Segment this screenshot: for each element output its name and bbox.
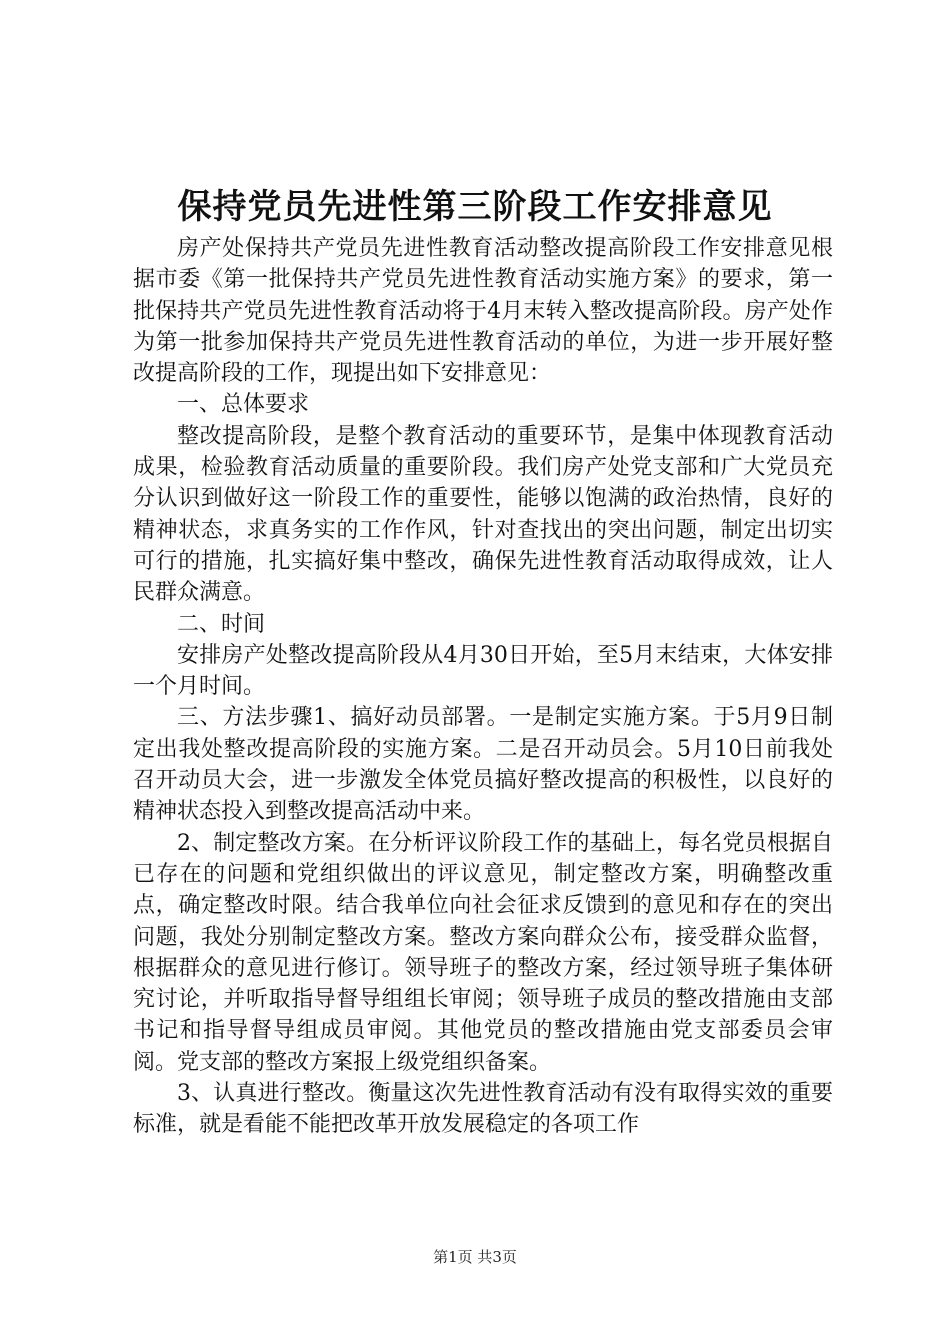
intro-paragraph: 房产处保持共产党员先进性教育活动整改提高阶段工作安排意见根据市委《第一批保持共产党员先进性教育活动实施方案》的要求，第一批保持共产党员先进性教育活动将于4月末转入整改提高阶段。房产处作为第一批参加保持共产党员先进性教育活动的单位，为进一步开展好整改提高阶段的工作，现提出如下安排意见： (133, 236, 833, 387)
page-number-footer: 第1页 共3页 (433, 1248, 517, 1266)
methods-step-1-paragraph: 三、方法步骤1、搞好动员部署。一是制定实施方案。于5月9日制定出我处整改提高阶段的实施方案。二是召开动员会。5月10日前我处召开动员大会，进一步激发全体党员搞好整改提高的积极性，以良好的精神状态投入到整改提高活动中来。 (133, 705, 833, 825)
time-paragraph: 安排房产处整改提高阶段从4月30日开始，至5月末结束，大体安排一个月时间。 (133, 642, 833, 700)
methods-step-2-paragraph: 2、制定整改方案。在分析评议阶段工作的基础上，每名党员根据自已存在的问题和党组织做出的评议意见，制定整改方案，明确整改重点，确定整改时限。结合我单位向社会征求反馈到的意见和存在的突出问题，我处分别制定整改方案。整改方案向群众公布，接受群众监督，根据群众的意见进行修订。领导班子的整改方案，经过领导班子集体研究讨论，并听取指导督导组组长审阅；领导班子成员的整改措施由支部书记和指导督导组成员审阅。其他党员的整改措施由党支部委员会审阅。党支部的整改方案报上级党组织备案。 (133, 830, 833, 1075)
general-requirements-paragraph: 整改提高阶段，是整个教育活动的重要环节，是集中体现教育活动成果，检验教育活动质量的重要阶段。我们房产处党支部和广大党员充分认识到做好这一阶段工作的重要性，能够以饱满的政治热情，良好的精神状态，求真务实的工作作风，针对查找出的突出问题，制定出切实可行的措施，扎实搞好集中整改，确保先进性教育活动取得成效，让人民群众满意。 (133, 423, 833, 606)
methods-step-3-paragraph: 3、认真进行整改。衡量这次先进性教育活动有没有取得实效的重要标准，就是看能不能把改革开放发展稳定的各项工作 (133, 1081, 833, 1138)
document-body (133, 233, 833, 1141)
document-title: 保持党员先进性第三阶段工作安排意见 (177, 187, 773, 227)
section-heading-time: 二、时间 (177, 611, 266, 637)
section-heading-general-requirements: 一、总体要求 (177, 392, 310, 418)
